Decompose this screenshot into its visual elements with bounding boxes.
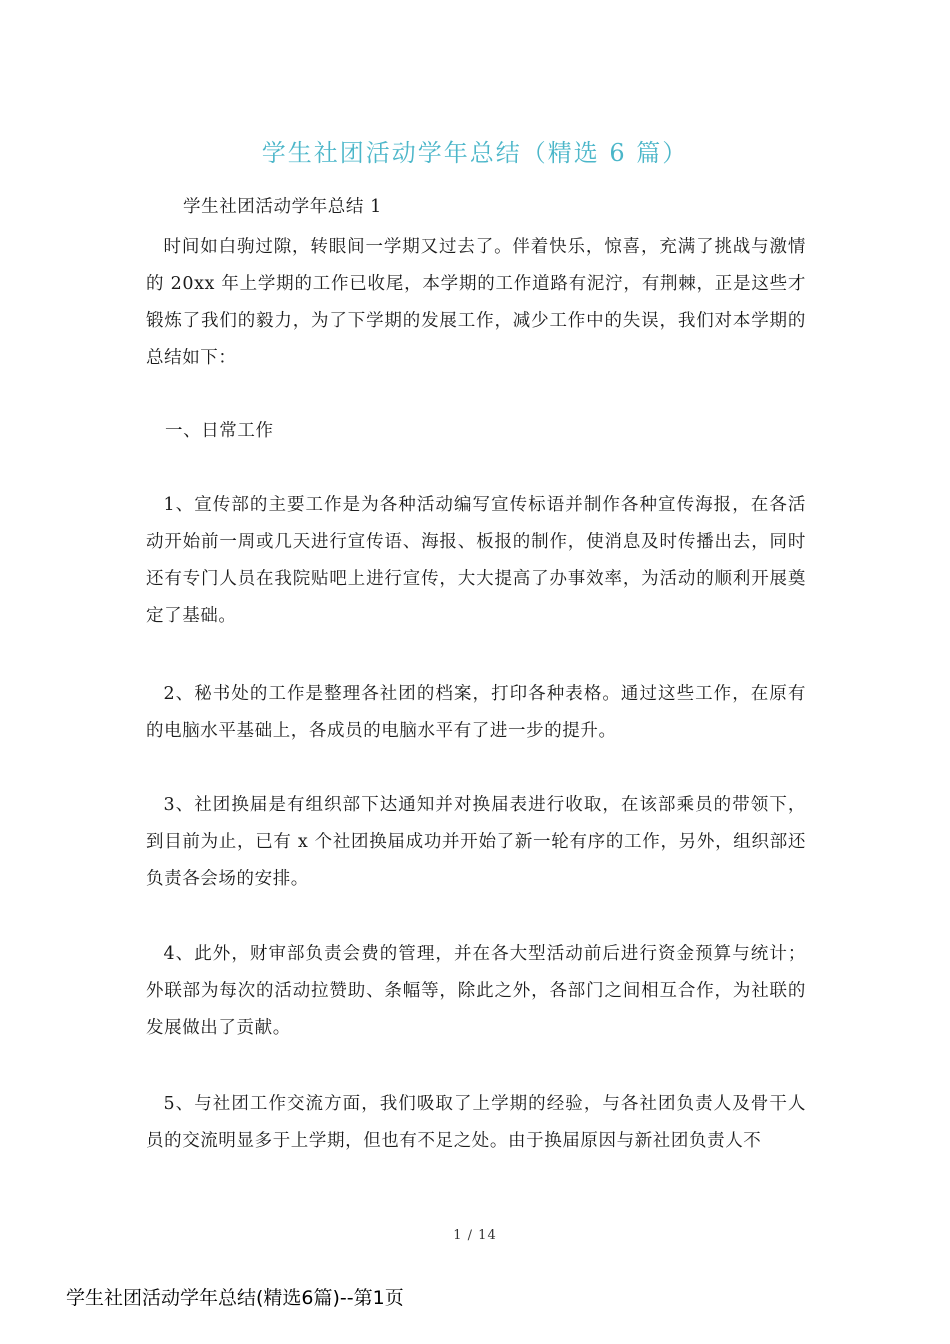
section-subtitle: 学生社团活动学年总结 1 <box>183 197 382 217</box>
paragraph-4: 4、此外，财审部负责会费的管理，并在各大型活动前后进行资金预算与统计；外联部为每次的活动拉赞助、条幅等，除此之外，各部门之间相互合作，为社联的发展做出了贡献。 <box>146 944 806 1038</box>
paragraph-2: 2、秘书处的工作是整理各社团的档案，打印各种表格。通过这些工作，在原有的电脑水平基础上，各成员的电脑水平有了进一步的提升。 <box>146 684 806 741</box>
footer-caption: 学生社团活动学年总结(精选6篇)--第1页 <box>66 1287 404 1309</box>
paragraph-3: 3、社团换届是有组织部下达通知并对换届表进行收取，在该部乘员的带领下，到目前为止，已有 x 个社团换届成功并开始了新一轮有序的工作，另外，组织部还负责各会场的安排。 <box>146 795 806 889</box>
document-title: 学生社团活动学年总结（精选 6 篇） <box>261 139 689 167</box>
page-number: 1 / 14 <box>453 1228 497 1243</box>
section-heading: 一、日常工作 <box>165 421 274 441</box>
paragraph-1: 1、宣传部的主要工作是为各种活动编写宣传标语并制作各种宣传海报，在各活动开始前一周或几天进行宣传语、海报、板报的制作，使消息及时传播出去，同时还有专门人员在我院贴吧上进行宣传，大大提高了办事效率，为活动的顺利开展奠定了基础。 <box>146 495 806 626</box>
intro-paragraph: 时间如白驹过隙，转眼间一学期又过去了。伴着快乐，惊喜，充满了挑战与激情的 20xx 年上学期的工作已收尾，本学期的工作道路有泥泞，有荆棘，正是这些才锻炼了我们的毅力，为了下学期的发展工作，减少工作中的失误，我们对本学期的总结如下： <box>146 237 806 368</box>
paragraph-5: 5、与社团工作交流方面，我们吸取了上学期的经验，与各社团负责人及骨干人员的交流明显多于上学期，但也有不足之处。由于换届原因与新社团负责人不 <box>146 1094 806 1151</box>
